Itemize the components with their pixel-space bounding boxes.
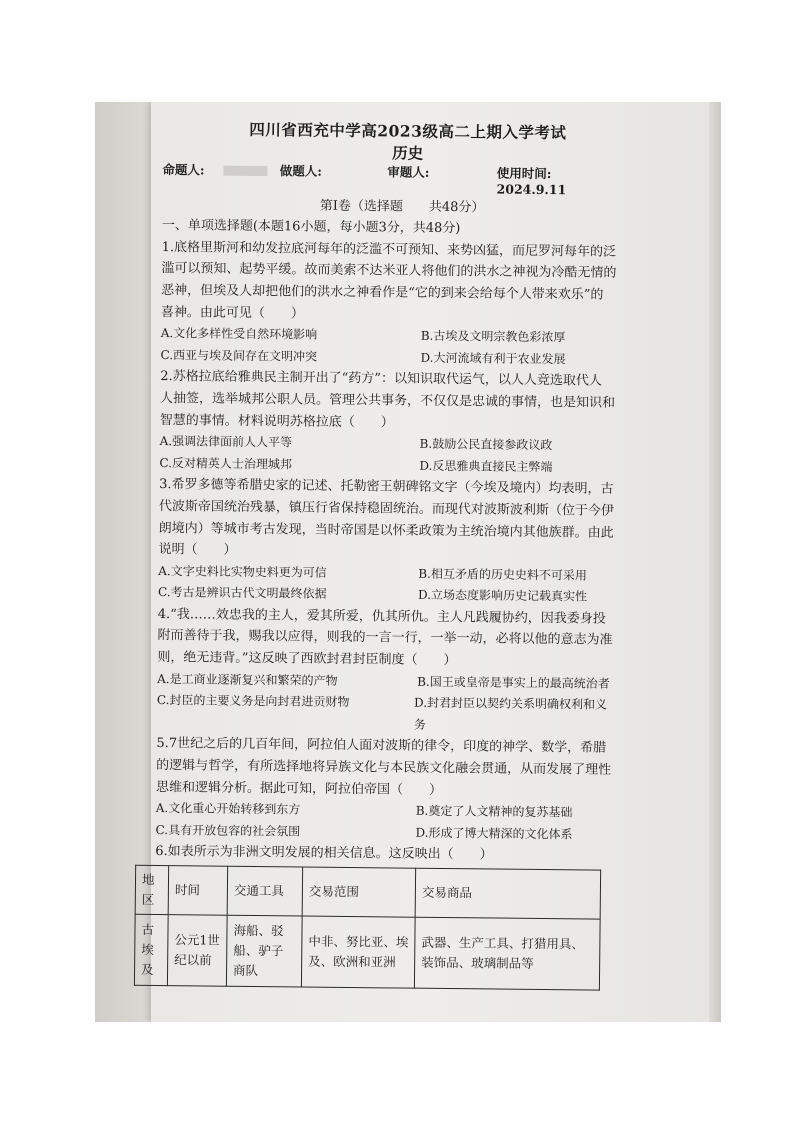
question-text-line: 的逻辑与哲学，有所选择地将异族文化与本民族文化融会贯通，从而发展了理性: [156, 757, 612, 778]
table-header-cell: 地区: [135, 865, 169, 914]
part-title: 第Ⅰ卷（选择题 共48分）: [319, 198, 485, 215]
answer-option: C.具有开放包容的社会氛围: [155, 822, 301, 839]
answer-option: B.国王或皇帝是事实上的最高统治者: [417, 674, 610, 691]
question-text-line: 人抽签，选举城邦公职人员。管理公共事务，不仅仅是忠诚的事情，也是知识和: [159, 390, 616, 411]
reviewer-label: 审题人:: [387, 163, 430, 180]
answer-options-row: [157, 690, 617, 738]
table-header-cell: 交易商品: [415, 868, 601, 919]
table-cell: 公元1世纪以前: [167, 915, 227, 987]
exam-meta-row: [162, 162, 622, 199]
question-text-line: 代波斯帝国统治残暴，镇压行省保持稳固统治。而现代对波斯波利斯（位于今伊: [158, 498, 615, 519]
answer-option: B.鼓励公民直接参政议政: [419, 436, 553, 453]
question-text-line: 5.7世纪之后的几百年间，阿拉伯人面对波斯的律令，印度的神学、数学，希腊: [156, 736, 607, 757]
answer-option: B.古埃及文明宗教色彩浓厚: [420, 328, 566, 345]
table-header-cell: 时间: [168, 866, 228, 916]
exam-title: 四川省西充中学高2023级高二上期入学考试: [249, 119, 567, 143]
section-title: 一、单项选择题(本题16小题，每小题3分，共48分): [161, 218, 461, 237]
answer-option: C.考古是辨识古代文明最终依据: [157, 585, 327, 602]
question-list: [155, 237, 622, 868]
table-header-cell: 交通工具: [227, 866, 303, 916]
table-cell: 海船、驳船、驴子商队: [226, 915, 302, 987]
question-text-line: 说明（ ）: [158, 542, 237, 558]
answer-option: A.文字史料比实物史料更为可信: [158, 563, 327, 580]
table-header-row: [135, 865, 600, 919]
question-text-line: 1.底格里斯河和幼发拉底河每年的泛滥不可预知、来势凶猛，而尼罗河每年的泛: [161, 239, 617, 260]
table-cell: 中非、努比亚、埃及、欧洲和亚洲: [301, 916, 415, 988]
answer-option: C.反对精英人士治理城邦: [159, 455, 293, 472]
question-text-line: 思维和逻辑分析。据此可知，阿拉伯帝国（ ）: [155, 779, 443, 798]
question-text-line: 喜神。由此可见（ ）: [160, 304, 305, 322]
proofreader-label: 做题人:: [279, 162, 322, 179]
redacted-name: [223, 166, 267, 176]
answer-option: D.立场态度影响历史记载真实性: [417, 587, 588, 604]
exam-date: 使用时间: 2024.9.11: [496, 165, 567, 197]
question-text-line: 恶神，但埃及人却把他们的洪水之神看作是“它的到来会给每个人带来欢乐”的: [161, 282, 604, 303]
question-text-line: 则，绝无违背。”这反映了西欧封君封臣制度（ ）: [157, 650, 457, 669]
table-header-cell: 交易范围: [302, 867, 416, 917]
answer-option: D.反思雅典直接民主弊端: [419, 458, 553, 474]
answer-option: A.是工商业逐渐复兴和繁荣的产物: [157, 671, 338, 688]
question-text-line: 2.苏格拉底给雅典民主制开出了“药方”：以知识取代运气，以人人竞选取代人: [160, 369, 603, 389]
answer-option: A.文化多样性受自然环境影响: [160, 326, 318, 342]
exam-subject: 历史: [392, 142, 424, 163]
question-text-line: 智慧的事情。材料说明苏格拉底（ ）: [159, 412, 394, 430]
table-row: [134, 914, 600, 990]
answer-option: D.封君封臣以契约关系明确权利和义务: [413, 695, 608, 732]
exam-content: [141, 118, 623, 991]
setter-label: 命题人:: [162, 161, 205, 178]
answer-option: C.封臣的主要义务是向封君进贡财物: [156, 693, 350, 710]
right-page-edge: [709, 102, 721, 1022]
answer-option: A.文化重心开始转移到东方: [155, 801, 301, 817]
answer-option: C.西亚与埃及间存在文明冲突: [160, 347, 318, 364]
question-text-line: 3.希罗多德等希腊史家的记述、托勒密王朝碑铭文字（今埃及境内）均表明，古: [159, 477, 614, 498]
question-text-line: 朗境内）等城市考古发现，当时帝国是以怀柔政策为主统治境内其他族群。由此: [158, 520, 614, 541]
answer-option: B.相互矛盾的历史史料不可采用: [418, 566, 587, 583]
table-cell: 武器、生产工具、打猎用具、装饰品、玻璃制品等: [414, 917, 600, 990]
table-cell: 古埃及: [134, 914, 168, 985]
question-text-line: 附而善待于我，赐我以应得，则我的一言一行，一举一动，必将以他的意志为准: [157, 628, 613, 649]
africa-civilization-table: [134, 865, 601, 991]
answer-option: B.奠定了人文精神的复苏基础: [415, 803, 573, 820]
question-text-line: 4.“我……效忠我的主人，爱其所爱，仇其所仇。主人凡践履协约，因我委身投: [157, 606, 606, 627]
question-text-line: 6.如表所示为非洲文明发展的相关信息。这反映出（ ）: [155, 844, 493, 863]
answer-option: D.形成了博大精深的文化体系: [415, 825, 573, 842]
question-text-line: 滥可以预知、起势平缓。故而美索不达米亚人将他们的洪水之神视为冷酷无情的: [161, 261, 617, 282]
answer-option: D.大河流域有利于农业发展: [420, 350, 566, 366]
answer-option: A.强调法律面前人人平等: [159, 434, 293, 450]
